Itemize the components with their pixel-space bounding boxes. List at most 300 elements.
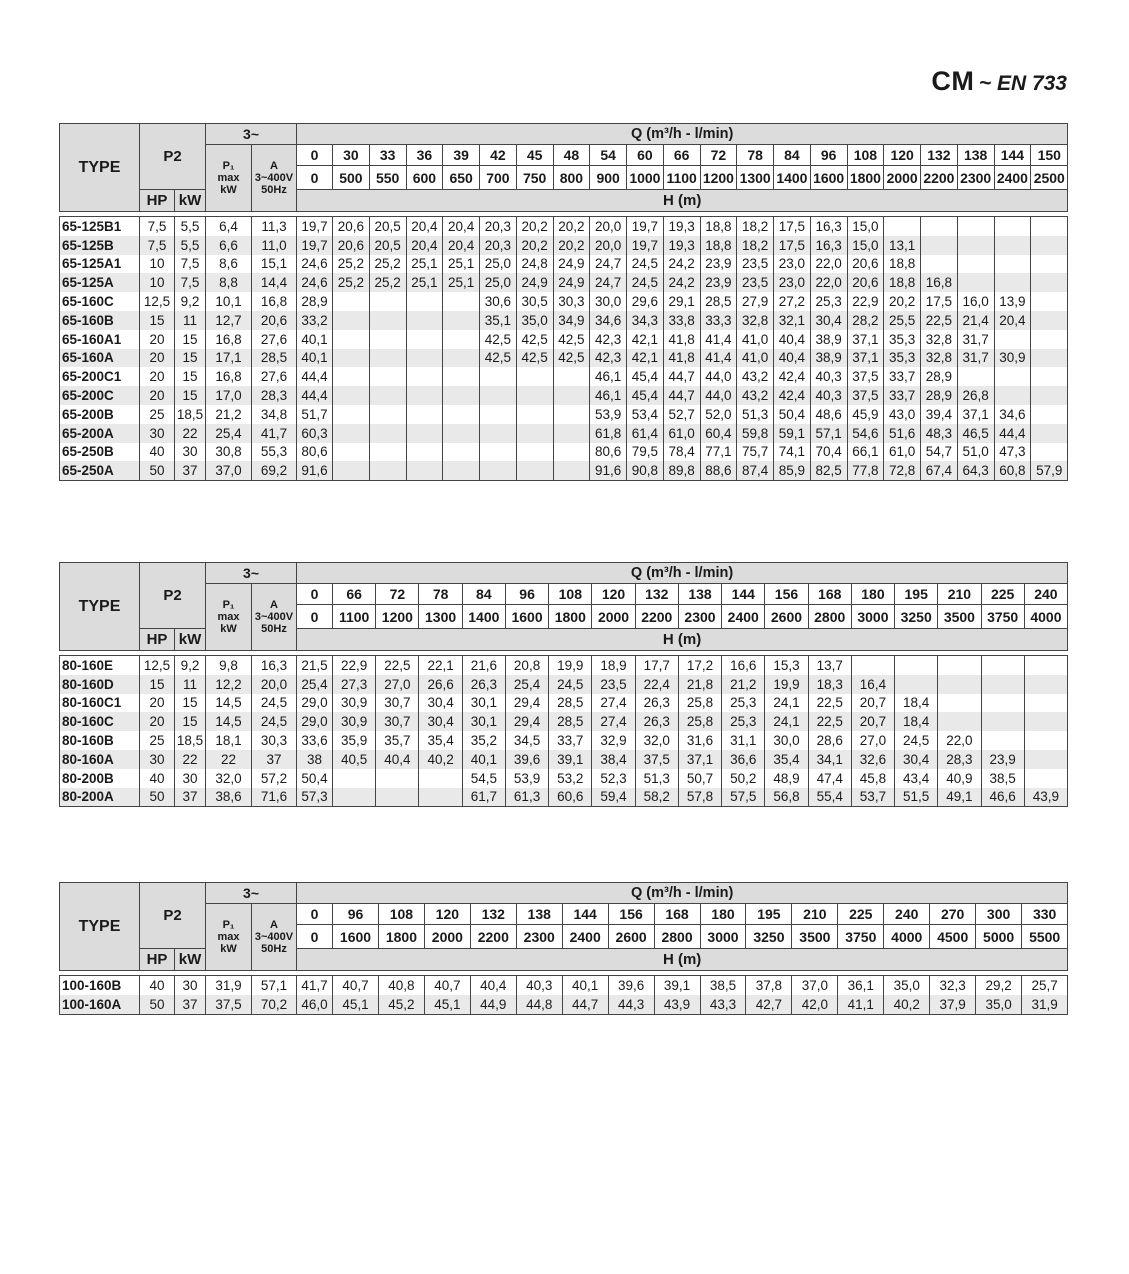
head-cell: 25,3 bbox=[722, 694, 765, 713]
head-cell: 40,7 bbox=[424, 976, 470, 995]
head-cell: 48,3 bbox=[921, 424, 958, 443]
flow-m3h-cell: 240 bbox=[1024, 584, 1067, 605]
head-cell bbox=[369, 386, 406, 405]
hp-header: HP bbox=[140, 629, 175, 651]
head-cell: 44,4 bbox=[297, 367, 333, 386]
head-cell: 42,4 bbox=[774, 386, 811, 405]
head-cell: 54,5 bbox=[462, 769, 505, 788]
kw-cell: 37 bbox=[175, 995, 206, 1014]
flow-m3h-cell: 195 bbox=[895, 584, 938, 605]
pump-type-cell: 65-125B1 bbox=[60, 217, 140, 236]
flow-m3h-cell: 48 bbox=[553, 145, 590, 166]
table-row bbox=[60, 995, 1068, 1014]
head-cell: 53,4 bbox=[627, 405, 664, 424]
current-cell: 57,1 bbox=[252, 976, 297, 995]
table-row bbox=[60, 731, 1068, 750]
head-cell: 42,5 bbox=[553, 330, 590, 349]
flow-lmin-cell: 2300 bbox=[516, 925, 562, 949]
current-voltage: 3~400V bbox=[254, 931, 294, 943]
performance-table-65 bbox=[59, 123, 1068, 481]
head-cell: 45,4 bbox=[627, 386, 664, 405]
kw-cell: 5,5 bbox=[175, 236, 206, 255]
head-cell bbox=[333, 443, 370, 462]
pump-type-cell: 80-160C1 bbox=[60, 694, 140, 713]
head-cell: 27,3 bbox=[333, 675, 376, 694]
head-cell: 46,6 bbox=[981, 788, 1024, 807]
head-cell: 40,2 bbox=[884, 995, 930, 1014]
flow-m3h-cell: 132 bbox=[635, 584, 678, 605]
head-cell: 23,5 bbox=[592, 675, 635, 694]
head-cell: 38,5 bbox=[981, 769, 1024, 788]
current-header bbox=[252, 904, 297, 971]
head-cell: 25,2 bbox=[333, 273, 370, 292]
flow-m3h-cell: 330 bbox=[1022, 904, 1068, 925]
hp-cell: 20 bbox=[140, 330, 175, 349]
flow-m3h-cell: 0 bbox=[297, 145, 333, 166]
flow-lmin-cell: 1400 bbox=[462, 605, 505, 629]
pump-type-cell: 80-160C bbox=[60, 712, 140, 731]
pump-type-cell: 65-125A bbox=[60, 273, 140, 292]
head-cell: 24,6 bbox=[297, 255, 333, 274]
table-row bbox=[60, 712, 1068, 731]
head-cell: 41,8 bbox=[663, 349, 700, 368]
head-cell: 29,4 bbox=[505, 712, 548, 731]
head-cell: 18,2 bbox=[737, 236, 774, 255]
head-cell: 20,5 bbox=[369, 217, 406, 236]
current-cell: 71,6 bbox=[252, 788, 297, 807]
current-header bbox=[252, 145, 297, 212]
flow-m3h-cell: 33 bbox=[369, 145, 406, 166]
head-cell bbox=[369, 405, 406, 424]
p1-header bbox=[206, 145, 252, 212]
head-cell bbox=[516, 386, 553, 405]
head-cell: 37,5 bbox=[847, 367, 884, 386]
head-cell: 39,6 bbox=[505, 750, 548, 769]
head-cell: 40,2 bbox=[419, 750, 462, 769]
head-cell: 34,9 bbox=[553, 311, 590, 330]
flow-lmin-cell: 1100 bbox=[333, 605, 376, 629]
head-cell bbox=[981, 675, 1024, 694]
head-cell: 42,5 bbox=[480, 330, 517, 349]
head-cell bbox=[981, 656, 1024, 675]
head-cell bbox=[994, 386, 1031, 405]
p2-header: P2 bbox=[140, 883, 206, 949]
head-cell bbox=[553, 461, 590, 480]
head-cell bbox=[884, 217, 921, 236]
head-cell: 42,3 bbox=[590, 330, 627, 349]
pump-type-cell: 65-125A1 bbox=[60, 255, 140, 274]
head-cell: 24,7 bbox=[590, 273, 627, 292]
head-cell: 30,1 bbox=[462, 712, 505, 731]
head-cell bbox=[333, 367, 370, 386]
head-cell: 43,4 bbox=[895, 769, 938, 788]
head-cell bbox=[994, 236, 1031, 255]
head-cell: 44,3 bbox=[608, 995, 654, 1014]
head-cell: 39,4 bbox=[921, 405, 958, 424]
head-cell bbox=[406, 386, 443, 405]
head-cell bbox=[1024, 712, 1067, 731]
flow-m3h-cell: 30 bbox=[333, 145, 370, 166]
head-cell: 45,2 bbox=[378, 995, 424, 1014]
head-cell bbox=[406, 349, 443, 368]
flow-lmin-cell: 800 bbox=[553, 166, 590, 190]
pump-type-cell: 65-200C bbox=[60, 386, 140, 405]
head-cell bbox=[957, 273, 994, 292]
flow-lmin-cell: 1800 bbox=[549, 605, 592, 629]
head-cell bbox=[1024, 750, 1067, 769]
head-cell bbox=[516, 405, 553, 424]
flow-lmin-cell: 550 bbox=[369, 166, 406, 190]
head-cell: 82,5 bbox=[810, 461, 847, 480]
head-cell: 52,7 bbox=[663, 405, 700, 424]
head-cell bbox=[443, 367, 480, 386]
p2-header: P2 bbox=[140, 124, 206, 190]
head-cell: 31,9 bbox=[1022, 995, 1068, 1014]
kw-cell: 15 bbox=[175, 386, 206, 405]
head-cell: 47,4 bbox=[808, 769, 851, 788]
head-cell: 66,1 bbox=[847, 443, 884, 462]
head-cell: 26,3 bbox=[635, 712, 678, 731]
flow-lmin-cell: 1600 bbox=[333, 925, 379, 949]
flow-lmin-cell: 5000 bbox=[976, 925, 1022, 949]
head-cell: 36,1 bbox=[838, 976, 884, 995]
current-cell: 34,8 bbox=[252, 405, 297, 424]
head-cell: 48,9 bbox=[765, 769, 808, 788]
p1-header bbox=[206, 584, 252, 651]
head-cell: 45,1 bbox=[333, 995, 379, 1014]
flow-m3h-cell: 144 bbox=[994, 145, 1031, 166]
head-cell bbox=[406, 330, 443, 349]
flow-m3h-cell: 54 bbox=[590, 145, 627, 166]
head-cell: 57,5 bbox=[722, 788, 765, 807]
head-cell: 51,3 bbox=[737, 405, 774, 424]
current-symbol: A bbox=[270, 160, 278, 172]
flow-lmin-cell: 0 bbox=[297, 925, 333, 949]
flow-lmin-cell: 700 bbox=[480, 166, 517, 190]
head-cell: 17,5 bbox=[774, 217, 811, 236]
kw-cell: 7,5 bbox=[175, 255, 206, 274]
phase-header: 3~ bbox=[206, 563, 297, 584]
hp-cell: 40 bbox=[140, 976, 175, 995]
head-cell: 60,8 bbox=[994, 461, 1031, 480]
p1-cell: 37,0 bbox=[206, 461, 252, 480]
head-cell: 22,9 bbox=[333, 656, 376, 675]
head-cell: 21,5 bbox=[297, 656, 333, 675]
flow-m3h-cell: 78 bbox=[419, 584, 462, 605]
flow-header: Q (m³/h - l/min) bbox=[297, 883, 1068, 904]
head-cell bbox=[443, 461, 480, 480]
phase-header: 3~ bbox=[206, 883, 297, 904]
head-cell: 40,4 bbox=[774, 330, 811, 349]
head-cell: 36,6 bbox=[722, 750, 765, 769]
flow-lmin-cell: 2300 bbox=[678, 605, 721, 629]
head-cell: 35,9 bbox=[333, 731, 376, 750]
head-cell: 18,3 bbox=[808, 675, 851, 694]
hp-header: HP bbox=[140, 949, 175, 971]
flow-header: Q (m³/h - l/min) bbox=[297, 124, 1068, 145]
head-cell: 42,5 bbox=[480, 349, 517, 368]
current-cell: 11,0 bbox=[252, 236, 297, 255]
head-cell bbox=[553, 405, 590, 424]
hp-header: HP bbox=[140, 190, 175, 212]
head-cell: 29,6 bbox=[627, 292, 664, 311]
head-cell: 32,6 bbox=[851, 750, 894, 769]
head-cell: 90,8 bbox=[627, 461, 664, 480]
head-cell: 35,0 bbox=[884, 976, 930, 995]
head-cell: 35,4 bbox=[419, 731, 462, 750]
table-row bbox=[60, 217, 1068, 236]
head-cell: 40,3 bbox=[810, 386, 847, 405]
flow-lmin-cell: 2000 bbox=[884, 166, 921, 190]
head-cell bbox=[443, 424, 480, 443]
head-cell: 51,7 bbox=[297, 405, 333, 424]
head-cell: 40,4 bbox=[470, 976, 516, 995]
head-cell: 17,2 bbox=[678, 656, 721, 675]
head-header: H (m) bbox=[297, 190, 1068, 212]
head-cell: 20,0 bbox=[590, 236, 627, 255]
head-cell: 20,7 bbox=[851, 712, 894, 731]
head-cell: 39,1 bbox=[654, 976, 700, 995]
head-cell: 19,7 bbox=[627, 217, 664, 236]
head-cell bbox=[994, 217, 1031, 236]
head-cell: 78,4 bbox=[663, 443, 700, 462]
hp-cell: 12,5 bbox=[140, 292, 175, 311]
head-cell bbox=[369, 292, 406, 311]
head-cell: 53,7 bbox=[851, 788, 894, 807]
flow-lmin-cell: 1100 bbox=[663, 166, 700, 190]
table-row bbox=[60, 311, 1068, 330]
head-cell: 44,4 bbox=[994, 424, 1031, 443]
flow-lmin-cell: 2600 bbox=[608, 925, 654, 949]
head-cell: 26,6 bbox=[419, 675, 462, 694]
head-cell: 61,3 bbox=[505, 788, 548, 807]
flow-lmin-cell: 3250 bbox=[895, 605, 938, 629]
head-cell: 61,7 bbox=[462, 788, 505, 807]
head-cell: 56,8 bbox=[765, 788, 808, 807]
head-cell: 50,4 bbox=[774, 405, 811, 424]
head-cell bbox=[1031, 330, 1068, 349]
flow-lmin-cell: 650 bbox=[443, 166, 480, 190]
head-cell bbox=[1031, 443, 1068, 462]
head-cell: 20,6 bbox=[333, 236, 370, 255]
p1-cell: 14,5 bbox=[206, 712, 252, 731]
head-cell: 25,8 bbox=[678, 712, 721, 731]
head-cell: 20,4 bbox=[406, 217, 443, 236]
hp-cell: 30 bbox=[140, 424, 175, 443]
head-cell: 25,3 bbox=[722, 712, 765, 731]
kw-header: kW bbox=[175, 190, 206, 212]
head-cell: 16,3 bbox=[810, 236, 847, 255]
head-cell: 23,0 bbox=[774, 255, 811, 274]
head-cell: 13,7 bbox=[808, 656, 851, 675]
head-cell: 28,5 bbox=[549, 694, 592, 713]
head-cell: 30,0 bbox=[590, 292, 627, 311]
head-cell bbox=[406, 443, 443, 462]
flow-lmin-cell: 750 bbox=[516, 166, 553, 190]
head-cell bbox=[333, 349, 370, 368]
flow-lmin-cell: 2200 bbox=[470, 925, 516, 949]
head-cell: 40,7 bbox=[333, 976, 379, 995]
head-cell: 33,7 bbox=[549, 731, 592, 750]
head-cell: 30,4 bbox=[419, 712, 462, 731]
head-cell: 23,5 bbox=[737, 255, 774, 274]
flow-m3h-cell: 132 bbox=[470, 904, 516, 925]
current-header bbox=[252, 584, 297, 651]
series-title: CM bbox=[931, 66, 975, 96]
head-cell bbox=[1031, 273, 1068, 292]
head-cell: 38,9 bbox=[810, 349, 847, 368]
type-header: TYPE bbox=[60, 124, 140, 212]
head-cell: 46,1 bbox=[590, 386, 627, 405]
flow-m3h-cell: 180 bbox=[851, 584, 894, 605]
head-cell: 39,1 bbox=[549, 750, 592, 769]
head-cell: 32,8 bbox=[737, 311, 774, 330]
kw-header: kW bbox=[175, 949, 206, 971]
current-voltage: 3~400V bbox=[254, 172, 294, 184]
flow-lmin-cell: 3000 bbox=[851, 605, 894, 629]
pump-type-cell: 65-200B bbox=[60, 405, 140, 424]
head-cell bbox=[369, 349, 406, 368]
head-cell: 72,8 bbox=[884, 461, 921, 480]
head-cell: 45,8 bbox=[851, 769, 894, 788]
kw-cell: 9,2 bbox=[175, 656, 206, 675]
kw-cell: 30 bbox=[175, 769, 206, 788]
head-cell: 24,2 bbox=[663, 255, 700, 274]
head-cell: 54,7 bbox=[921, 443, 958, 462]
head-cell: 24,5 bbox=[627, 273, 664, 292]
kw-cell: 18,5 bbox=[175, 731, 206, 750]
head-cell: 31,1 bbox=[722, 731, 765, 750]
head-cell: 35,2 bbox=[462, 731, 505, 750]
head-cell: 26,8 bbox=[957, 386, 994, 405]
head-cell: 37,9 bbox=[930, 995, 976, 1014]
head-cell: 20,4 bbox=[443, 236, 480, 255]
head-cell: 57,8 bbox=[678, 788, 721, 807]
head-cell bbox=[994, 273, 1031, 292]
flow-lmin-cell: 900 bbox=[590, 166, 627, 190]
hp-cell: 50 bbox=[140, 461, 175, 480]
head-cell: 74,1 bbox=[774, 443, 811, 462]
head-cell: 28,3 bbox=[938, 750, 981, 769]
current-cell: 15,1 bbox=[252, 255, 297, 274]
head-cell: 26,3 bbox=[635, 694, 678, 713]
head-cell: 19,7 bbox=[297, 236, 333, 255]
table-row bbox=[60, 769, 1068, 788]
p1-max: max bbox=[217, 931, 240, 943]
flow-lmin-cell: 4000 bbox=[1024, 605, 1067, 629]
flow-m3h-cell: 0 bbox=[297, 584, 333, 605]
flow-lmin-cell: 1200 bbox=[376, 605, 419, 629]
flow-lmin-cell: 0 bbox=[297, 166, 333, 190]
head-cell: 21,8 bbox=[678, 675, 721, 694]
current-cell: 55,3 bbox=[252, 443, 297, 462]
head-cell: 31,6 bbox=[678, 731, 721, 750]
head-cell bbox=[369, 461, 406, 480]
flow-m3h-cell: 240 bbox=[884, 904, 930, 925]
head-cell: 21,2 bbox=[722, 675, 765, 694]
type-header: TYPE bbox=[60, 563, 140, 651]
head-cell: 91,6 bbox=[590, 461, 627, 480]
head-cell: 19,7 bbox=[627, 236, 664, 255]
flow-m3h-cell: 36 bbox=[406, 145, 443, 166]
head-cell: 35,0 bbox=[516, 311, 553, 330]
head-cell: 28,9 bbox=[921, 386, 958, 405]
head-cell bbox=[1031, 367, 1068, 386]
flow-lmin-cell: 2200 bbox=[635, 605, 678, 629]
head-cell: 24,9 bbox=[516, 273, 553, 292]
current-cell: 16,3 bbox=[252, 656, 297, 675]
table-row bbox=[60, 292, 1068, 311]
head-cell: 20,4 bbox=[406, 236, 443, 255]
flow-lmin-cell: 2000 bbox=[424, 925, 470, 949]
head-cell: 43,9 bbox=[1024, 788, 1067, 807]
type-header: TYPE bbox=[60, 883, 140, 971]
head-cell: 44,7 bbox=[562, 995, 608, 1014]
head-cell: 40,1 bbox=[462, 750, 505, 769]
head-cell: 18,8 bbox=[700, 236, 737, 255]
flow-m3h-cell: 150 bbox=[1031, 145, 1068, 166]
head-cell: 61,0 bbox=[884, 443, 921, 462]
head-cell: 42,3 bbox=[590, 349, 627, 368]
head-cell: 59,4 bbox=[592, 788, 635, 807]
head-cell: 23,5 bbox=[737, 273, 774, 292]
head-cell: 27,4 bbox=[592, 712, 635, 731]
pump-type-cell: 80-160D bbox=[60, 675, 140, 694]
head-cell bbox=[553, 367, 590, 386]
head-cell: 20,3 bbox=[480, 236, 517, 255]
head-cell bbox=[333, 330, 370, 349]
pump-type-cell: 80-200B bbox=[60, 769, 140, 788]
head-cell: 37,1 bbox=[957, 405, 994, 424]
flow-m3h-cell: 96 bbox=[505, 584, 548, 605]
table-row bbox=[60, 656, 1068, 675]
p1-cell: 37,5 bbox=[206, 995, 252, 1014]
head-cell bbox=[333, 405, 370, 424]
head-cell bbox=[994, 367, 1031, 386]
flow-m3h-cell: 120 bbox=[424, 904, 470, 925]
head-header: H (m) bbox=[297, 949, 1068, 971]
head-cell: 43,0 bbox=[884, 405, 921, 424]
flow-m3h-cell: 78 bbox=[737, 145, 774, 166]
head-cell bbox=[1031, 255, 1068, 274]
head-cell: 37,5 bbox=[635, 750, 678, 769]
head-cell: 22,4 bbox=[635, 675, 678, 694]
head-cell: 17,7 bbox=[635, 656, 678, 675]
head-cell: 42,5 bbox=[516, 349, 553, 368]
flow-lmin-cell: 2400 bbox=[562, 925, 608, 949]
head-cell: 22,9 bbox=[847, 292, 884, 311]
hp-cell: 50 bbox=[140, 995, 175, 1014]
head-cell: 37,1 bbox=[847, 349, 884, 368]
head-cell bbox=[419, 769, 462, 788]
head-cell: 18,9 bbox=[592, 656, 635, 675]
head-cell: 31,7 bbox=[957, 330, 994, 349]
head-cell: 33,8 bbox=[663, 311, 700, 330]
head-cell: 42,5 bbox=[516, 330, 553, 349]
table-row bbox=[60, 675, 1068, 694]
flow-lmin-cell: 2400 bbox=[994, 166, 1031, 190]
head-cell: 20,0 bbox=[590, 217, 627, 236]
head-cell: 41,1 bbox=[838, 995, 884, 1014]
pump-type-cell: 65-125B bbox=[60, 236, 140, 255]
head-cell bbox=[369, 367, 406, 386]
head-cell: 25,1 bbox=[443, 255, 480, 274]
performance-table-100 bbox=[59, 882, 1068, 1015]
pump-type-cell: 65-160C bbox=[60, 292, 140, 311]
head-cell bbox=[516, 443, 553, 462]
head-cell: 22,0 bbox=[810, 255, 847, 274]
head-cell: 16,0 bbox=[957, 292, 994, 311]
